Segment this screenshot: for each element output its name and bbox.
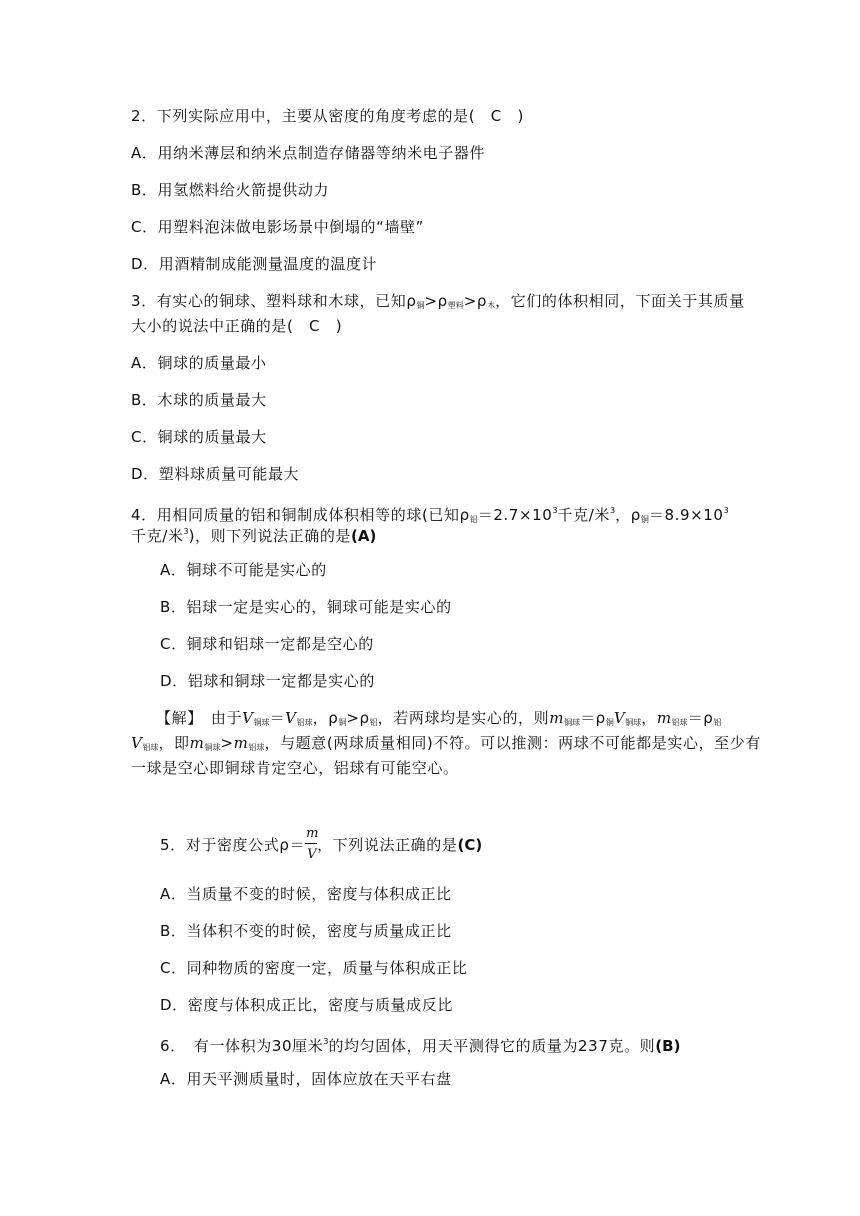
q6-answer: (B) — [655, 1037, 681, 1055]
gt-sign: > — [220, 734, 234, 752]
fraction-bar — [305, 843, 317, 844]
density-fraction — [305, 825, 320, 862]
q3-gt2: >ρ — [463, 292, 488, 310]
q5-stem — [160, 825, 483, 862]
q4-sup-d: 3 — [183, 527, 189, 536]
sub-alball: 铝球 — [296, 718, 313, 727]
solution-line2 — [131, 733, 761, 758]
sub-cu: 铜 — [605, 718, 614, 727]
q3-option-d: D．塑料球质量可能最大 — [131, 465, 300, 483]
q4-line2-a: 千克/米 — [131, 527, 184, 545]
solution-line2-text-1: ，即 — [158, 734, 190, 752]
q4-text-e: ＝8.9×10 — [648, 506, 724, 524]
q5-option-b: B．当体积不变的时候，密度与质量成正比 — [160, 922, 452, 940]
q2-stem: 2．下列实际应用中，主要从密度的角度考虑的是( C ) — [131, 107, 524, 125]
sub-cuball: 铜球 — [564, 718, 581, 727]
q4-sup-a: 3 — [552, 506, 558, 515]
q3-option-b: B．木球的质量最大 — [131, 391, 267, 409]
q6-option-a: A．用天平测质量时，固体应放在天平右盘 — [160, 1070, 452, 1088]
q2-option-c: C．用塑料泡沫做电影场景中倒塌的“墙壁” — [131, 218, 425, 236]
var-v: V — [285, 709, 297, 727]
q4-option-c: C．铜球和铝球一定都是空心的 — [160, 635, 374, 653]
solution-text-4: ，若两球均是实心的，则 — [377, 709, 550, 727]
solution-text-5: ＝ρ — [580, 709, 606, 727]
q4-option-b: B．铝球一定是实心的，铜球可能是实心的 — [160, 598, 452, 616]
q5-option-a: A．当质量不变的时候，密度与体积成正比 — [160, 885, 452, 903]
q6-text-b: 的均匀固体，用天平测得它的质量为237克。则 — [328, 1037, 656, 1055]
q5-answer: (C) — [457, 836, 483, 854]
q6-stem — [160, 1032, 680, 1056]
q4-answer: (A) — [351, 527, 377, 545]
q5-text-b: ，下列说法正确的是 — [317, 836, 458, 854]
solution-text-6: ， — [641, 709, 657, 727]
q3-stem-line1 — [131, 291, 745, 316]
eq-sign: ＝ — [269, 709, 286, 727]
var-m: m — [233, 734, 249, 752]
fraction-denominator: V — [307, 846, 318, 862]
q3-sub-plastic: 塑料 — [447, 301, 464, 310]
solution-line2-text-2: ，与题意(两球质量相同)不符。可以推测：两球不可能都是实心，至少有 — [264, 734, 761, 752]
q4-option-d: D．铝球和铜球一定都是实心的 — [160, 672, 375, 690]
sub-al: 铝 — [369, 718, 378, 727]
q2-option-d: D．用酒精制成能测量温度的温度计 — [131, 255, 378, 273]
var-m: m — [656, 709, 672, 727]
q4-sub-cu: 铜 — [640, 515, 649, 524]
sub-cuball: 铜球 — [204, 743, 221, 752]
sub-alball: 铝球 — [142, 743, 159, 752]
sub-cuball: 铜球 — [625, 718, 642, 727]
q3-stem-line2: 大小的说法中正确的是( C ) — [131, 317, 343, 335]
fraction-numerator: m — [306, 825, 320, 841]
q4-text-c: 千克/米 — [557, 506, 611, 524]
sub-al: 铝 — [713, 718, 722, 727]
var-v: V — [131, 734, 143, 752]
solution-line3: 一球是空心即铜球肯定空心，铝球有可能空心。 — [131, 759, 459, 777]
q2-option-a: A．用纳米薄层和纳米点制造存储器等纳米电子器件 — [131, 144, 486, 162]
sub-alball: 铝球 — [248, 743, 265, 752]
q3-option-c: C．铜球的质量最大 — [131, 428, 267, 446]
q3-gt1: >ρ — [424, 292, 448, 310]
sub-cu: 铜 — [338, 718, 347, 727]
q4-text-a: 4．用相同质量的铝和铜制成体积相等的球(已知ρ — [131, 506, 470, 524]
q5-option-c: C．同种物质的密度一定，质量与体积成正比 — [160, 959, 468, 977]
q4-sup-b: 3 — [610, 506, 616, 515]
var-m: m — [549, 709, 565, 727]
sub-alball: 铝球 — [671, 718, 688, 727]
sub-cuball: 铜球 — [253, 718, 270, 727]
solution-tag: 【解】 — [156, 709, 196, 727]
q5-option-d: D．密度与体积成正比，密度与质量成反比 — [160, 996, 453, 1014]
solution-text-7: ＝ρ — [687, 709, 714, 727]
q3-sub-copper: 铜 — [416, 301, 425, 310]
q3-sub-wood: 木 — [487, 301, 496, 310]
q4-sub-al: 铝 — [469, 515, 478, 524]
solution-text-1: 由于 — [195, 709, 243, 727]
q4-stem-line2 — [131, 522, 376, 546]
q3-stem-text-b: ，它们的体积相同，下面关于其质量 — [495, 292, 745, 310]
q4-text-b: ＝2.7×10 — [477, 506, 553, 524]
q6-text-a: 6． 有一体积为30厘米 — [160, 1037, 324, 1055]
solution-text-3: >ρ — [346, 709, 370, 727]
q6-sup: 3 — [323, 1037, 329, 1046]
var-v: V — [613, 709, 626, 727]
q4-line2-b: )，则下列说法正确的是 — [188, 527, 352, 545]
q4-option-a: A．铜球不可能是实心的 — [160, 561, 327, 579]
var-v: V — [242, 709, 254, 727]
q4-sup-c: 3 — [723, 506, 729, 515]
var-m: m — [189, 734, 205, 752]
q2-option-b: B．用氢燃料给火箭提供动力 — [131, 181, 330, 199]
q4-text-d: ，ρ — [615, 506, 641, 524]
q3-option-a: A．铜球的质量最小 — [131, 354, 267, 372]
solution-text-2: ，ρ — [312, 709, 339, 727]
q5-text-a: 5．对于密度公式ρ＝ — [160, 836, 306, 854]
q3-stem-text: 3．有实心的铜球、塑料球和木球，已知ρ — [131, 292, 417, 310]
solution-line1 — [156, 708, 721, 733]
